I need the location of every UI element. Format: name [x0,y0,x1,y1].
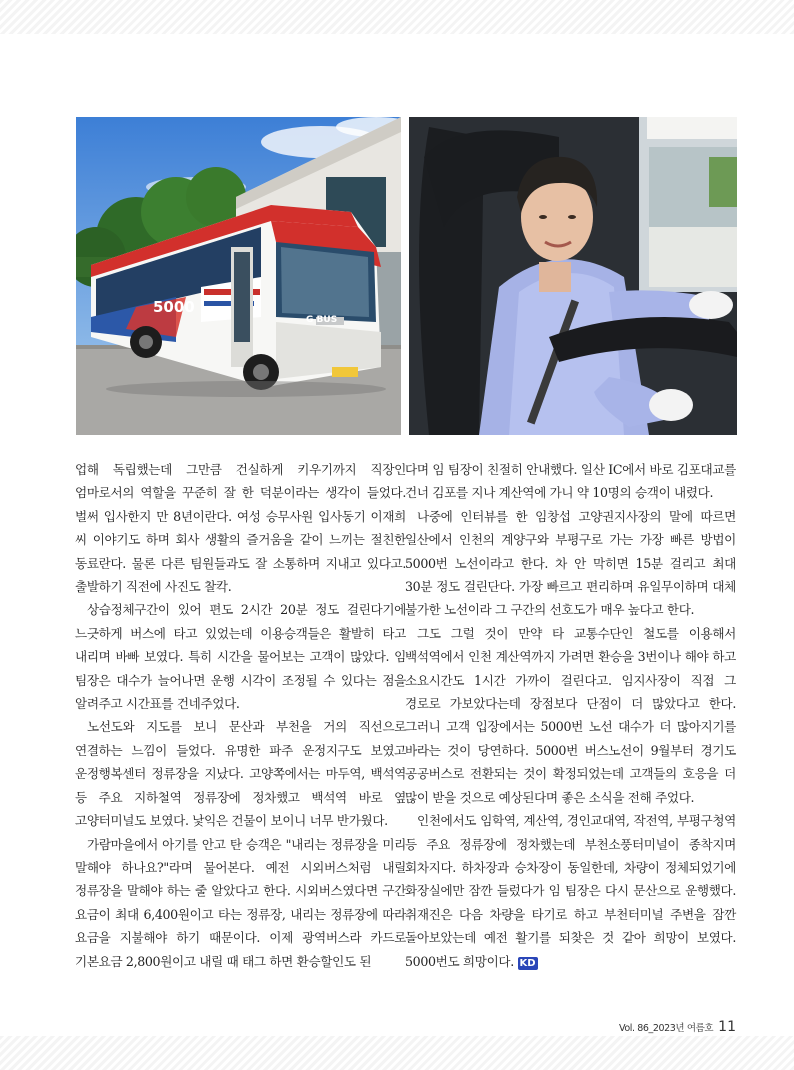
top-pattern-band [0,0,794,34]
paragraph: 상습정체구간이 있어 편도 2시간 20분 정도 걸린다기에 느긋하게 버스에 타고 있었는데 이용승객들은 활발히 타고 내리며 바빠 보였다. 특히 시간을 물어보는 고객이 많았다. 임 팀장은 대수가 늘어나면 운행 시각이 조정될 수 있다는 점을 알려주고 시간표를 건네주었다. [75,602,406,712]
bus-brand-logo: G BUS [306,315,338,325]
bus-photo [76,117,401,435]
paragraph: 가람마을에서 아기를 안고 탄 승객은 "내리는 정류장을 미리 말해야 하나요?"라며 물어본다. 예전 시외버스처럼 내릴 정류장을 말해야 하는 줄 알았다고 한다. 시외버스였다면 구간 요금이 최대 6,400원이고 타는 정류장, 내리는 정류장에 따라 요금을 지불해야 하기 때문이다. 이제 광역버스라 카드로 기본요금 2,800원이고 내릴 때 태그 하면 환승할인도 된 [75,836,406,969]
driver-photo [409,117,737,435]
paragraph: 다며 임 팀장이 친절히 안내했다. 일산 IC에서 바로 김포대교를 건너 김포를 지나 계산역에 가니 약 10명의 승객이 내렸다. [405,462,736,501]
paragraph: 그도 그럴 것이 만약 타 교통수단인 철도를 이용해서 백석역에서 인천 계산역까지 가려면 환승을 3번이나 해야 하고 소요시간도 1시간 가까이 걸린다고. 임지사장이 직접 그 경로로 가보았다는데 장점보다 단점이 더 많았다고 한다. 그러니 고객 입장에서는 5000번 노선 대수가 더 많아지기를 바라는 것이 당연하다. 5000번 버스노선이 9월부터 경기도 공공버스로 전환되는 것이 확정되었는데 고객들의 호응을 더 많이 받을 것으로 예상된다며 좋은 소식을 전해 주었다. [405,625,736,805]
article-column-right [405,458,736,973]
bus-route-number: 5000 [153,298,195,316]
article-column-left [75,458,406,973]
page-number: 11 [718,1019,736,1035]
paragraph: 업해 독립했는데 그만큼 건실하게 키우기까지 직장인 엄마로서의 역할을 꾸준히 잘 한 덕분이라는 생각이 들었다. 벌써 입사한지 만 8년이란다. 여성 승무사원 입사동기 이재희 씨 이야기도 하며 회사 생활의 즐거움을 같이 느끼는 절친한 동료란다. 물론 다른 팀원들과도 잘 소통하며 지내고 있다고. 출발하기 직전에 사진도 찰칵. [75,462,406,595]
page-footer [619,1016,736,1035]
kd-end-mark-logo: KD [519,957,536,969]
bottom-pattern-band [0,1036,794,1070]
issue-label: Vol. 86_2023년 여름호 [618,1023,714,1034]
paragraph-text: 인천에서도 임학역, 계산역, 경인교대역, 작전역, 부평구청역 등 주요 정류장에 정차했는데 부천소풍터미널이 종착지며 회차지다. 하차장과 승차장이 동일한데, 차량이 정체되었기에 화장실에만 잠깐 들렀다가 임 팀장은 다시 문산으로 운행했다. 취재진은 다음 차량을 타기로 하고 부천터미널 주변을 잠깐 돌아보았는데 예전 활기를 되찾은 것 같아 희망이 보였다. 5000번도 희망이다. [405,813,736,969]
paragraph: 노선도와 지도를 보니 문산과 부천을 거의 직선으로 연결하는 느낌이 들었다. 유명한 파주 운정지구도 보였고 운정행복센터 정류장을 지났다. 고양쪽에서는 마두역, 백석역 등 주요 지하철역 정류장에 정차했고 백석역 바로 옆 고양터미널도 보였다. 낯익은 건물이 보이니 너무 반가웠다. [75,719,406,829]
paragraph-last [405,809,736,973]
paragraph: 나중에 인터뷰를 한 임창섭 고양권지사장의 말에 따르면 일산에서 인천의 계양구와 부평구로 가는 가장 빠른 방법이 5000번 노선이라고 한다. 차 안 막히면 15분 걸리고 최대 30분 정도 걸린단다. 가장 빠르고 편리하며 유일무이하며 대체 불가한 노선이라 그 구간의 선호도가 매우 높다고 한다. [405,508,736,618]
